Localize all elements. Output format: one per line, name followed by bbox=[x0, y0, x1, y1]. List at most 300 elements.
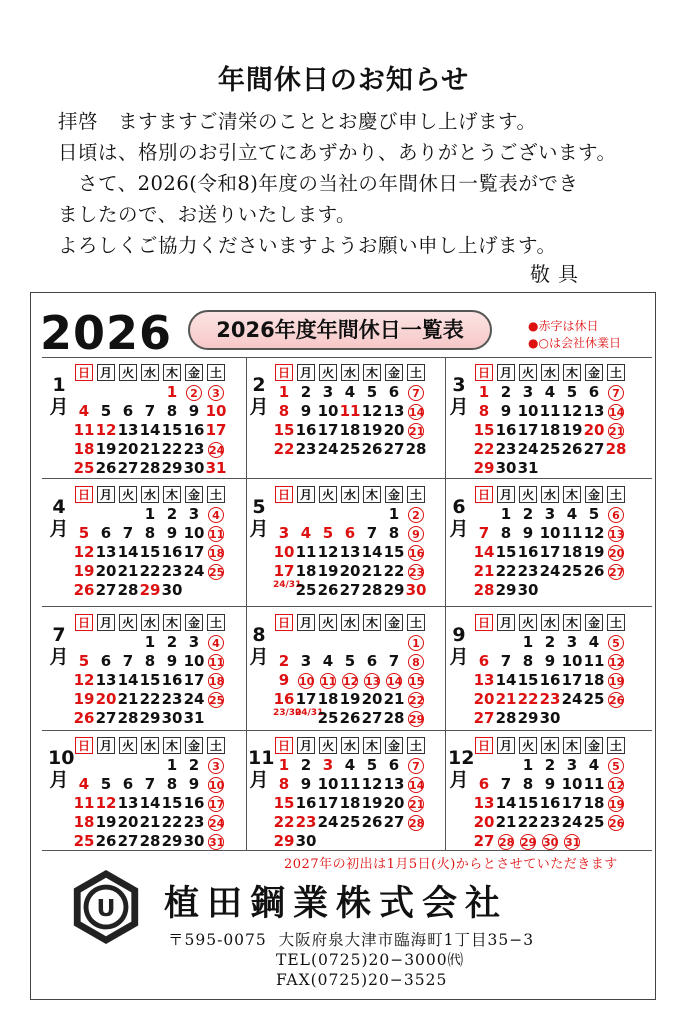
empty-day bbox=[583, 459, 605, 478]
day: 28 bbox=[117, 581, 139, 599]
month-grid bbox=[273, 737, 427, 851]
company-holiday-day: 14 bbox=[409, 406, 425, 419]
day: 9 bbox=[188, 402, 200, 420]
day: 13 bbox=[95, 543, 117, 561]
month-number: 11 bbox=[248, 747, 275, 769]
weekday-header: 火 bbox=[319, 737, 337, 754]
empty-day bbox=[183, 581, 205, 600]
month-grid bbox=[473, 614, 627, 728]
day: 25 bbox=[583, 690, 605, 708]
day: 19 bbox=[339, 690, 361, 708]
holiday-day: 12 bbox=[95, 794, 117, 812]
weekday-header: 土 bbox=[607, 737, 625, 754]
day: 6 bbox=[388, 756, 400, 774]
month-label bbox=[248, 496, 270, 540]
day: 19 bbox=[583, 543, 605, 561]
company-holiday-day: 24 bbox=[209, 444, 225, 457]
weekday-header: 水 bbox=[541, 364, 559, 381]
holiday-day: 10 bbox=[205, 402, 227, 420]
holiday-day: 19 bbox=[73, 690, 95, 708]
company-holiday-day: 2 bbox=[183, 383, 205, 402]
day: 2 bbox=[544, 756, 556, 774]
day: 15 bbox=[383, 543, 405, 561]
month-suffix: 月 bbox=[49, 518, 69, 540]
month-suffix: 月 bbox=[449, 396, 469, 418]
weekday-header: 火 bbox=[519, 364, 537, 381]
day: 29 bbox=[495, 581, 517, 599]
empty-day bbox=[117, 383, 139, 402]
month-6 bbox=[444, 486, 644, 606]
day: 13 bbox=[339, 543, 361, 561]
day: 14 bbox=[361, 543, 383, 561]
holiday-day: 28 bbox=[605, 440, 627, 458]
day: 8 bbox=[166, 402, 178, 420]
weekday-header: 水 bbox=[541, 737, 559, 754]
company-holiday-day: 26 bbox=[609, 817, 625, 830]
holiday-day: 22 bbox=[517, 690, 539, 708]
holiday-day: 15 bbox=[273, 794, 295, 812]
empty-day bbox=[205, 709, 227, 728]
day: 2 bbox=[300, 383, 312, 401]
fax: FAX(0725)20−3525 bbox=[276, 971, 448, 989]
day: 4 bbox=[322, 652, 334, 670]
month-11 bbox=[244, 737, 444, 857]
weekday-header: 日 bbox=[475, 364, 493, 381]
company-holiday-day: 12 bbox=[343, 675, 359, 688]
company-holiday-day: 10 bbox=[209, 779, 225, 792]
day: 8 bbox=[500, 524, 512, 542]
day: 21 bbox=[383, 690, 405, 708]
day: 10 bbox=[183, 524, 205, 542]
company-holiday-day: 1 bbox=[405, 633, 427, 652]
day: 13 bbox=[95, 671, 117, 689]
day: 4 bbox=[566, 505, 578, 523]
day: 20 bbox=[95, 562, 117, 580]
empty-day bbox=[473, 633, 495, 652]
month-8 bbox=[244, 614, 444, 734]
day: 1 bbox=[500, 505, 512, 523]
day: 17 bbox=[517, 421, 539, 439]
letter-line: よろしくご協力くださいますようお願い申し上げます。 bbox=[58, 234, 557, 257]
month-4 bbox=[44, 486, 244, 606]
day: 3 bbox=[188, 505, 200, 523]
month-grid bbox=[73, 486, 227, 600]
empty-day bbox=[583, 832, 605, 851]
day: 24 bbox=[317, 813, 339, 831]
holiday-day: 21 bbox=[495, 690, 517, 708]
empty-day bbox=[561, 459, 583, 478]
month-suffix: 月 bbox=[249, 646, 269, 668]
weekday-header: 火 bbox=[519, 486, 537, 503]
day: 26 bbox=[361, 813, 383, 831]
empty-day bbox=[605, 581, 627, 600]
day: 21 bbox=[361, 562, 383, 580]
company-holiday-day: 2 bbox=[405, 505, 427, 524]
month-suffix: 月 bbox=[49, 646, 69, 668]
weekday-header: 日 bbox=[275, 486, 293, 503]
weekday-header: 月 bbox=[497, 614, 515, 631]
month-9 bbox=[444, 614, 644, 734]
empty-day bbox=[139, 383, 161, 402]
day: 10 bbox=[317, 402, 339, 420]
holiday-day: 3 bbox=[278, 524, 290, 542]
day: 4 bbox=[588, 633, 600, 651]
day: 31 bbox=[183, 709, 205, 727]
day: 26 bbox=[317, 581, 339, 599]
day: 25 bbox=[295, 581, 317, 599]
day: 18 bbox=[561, 543, 583, 561]
day: 30 bbox=[161, 709, 183, 727]
month-label bbox=[48, 624, 70, 668]
company-holiday-day: 28 bbox=[499, 836, 515, 849]
holiday-day: 1 bbox=[478, 383, 490, 401]
holiday-day: 20 bbox=[473, 813, 495, 831]
empty-day bbox=[339, 633, 361, 652]
holiday-day: 22 bbox=[273, 813, 295, 831]
holiday-day: 29 bbox=[139, 581, 161, 599]
weekday-header: 月 bbox=[297, 614, 315, 631]
day: 29 bbox=[517, 709, 539, 727]
day: 12 bbox=[583, 524, 605, 542]
day: 19 bbox=[95, 813, 117, 831]
empty-day bbox=[361, 633, 383, 652]
day: 5 bbox=[366, 756, 378, 774]
day: 1 bbox=[522, 633, 534, 651]
day: 17 bbox=[183, 671, 205, 689]
holiday-day: 7 bbox=[478, 524, 490, 542]
day: 18 bbox=[295, 562, 317, 580]
weekday-header: 土 bbox=[207, 737, 225, 754]
empty-day bbox=[539, 459, 561, 478]
day: 20 bbox=[339, 562, 361, 580]
day: 22 bbox=[161, 813, 183, 831]
month-12 bbox=[444, 737, 644, 857]
weekday-header: 木 bbox=[563, 614, 581, 631]
holiday-day: 20 bbox=[473, 690, 495, 708]
weekday-header: 月 bbox=[97, 364, 115, 381]
weekday-header: 木 bbox=[163, 737, 181, 754]
company-holiday-day: 31 bbox=[209, 836, 225, 849]
holiday-day: 15 bbox=[473, 421, 495, 439]
merged-day: 24/31 bbox=[273, 580, 302, 590]
weekday-header: 金 bbox=[385, 364, 403, 381]
day: 19 bbox=[95, 440, 117, 458]
weekday-header: 木 bbox=[563, 364, 581, 381]
weekday-header: 月 bbox=[297, 364, 315, 381]
day: 27 bbox=[117, 832, 139, 850]
day: 29 bbox=[383, 581, 405, 599]
weekday-header: 日 bbox=[75, 614, 93, 631]
day: 27 bbox=[383, 813, 405, 831]
holiday-day: 22 bbox=[473, 440, 495, 458]
day: 16 bbox=[539, 794, 561, 812]
weekday-header: 水 bbox=[341, 737, 359, 754]
day: 17 bbox=[317, 421, 339, 439]
logo-letter: U bbox=[96, 893, 116, 922]
day: 31 bbox=[517, 459, 539, 477]
day: 11 bbox=[561, 524, 583, 542]
day: 2 bbox=[300, 756, 312, 774]
weekday-header: 月 bbox=[497, 364, 515, 381]
legend bbox=[528, 318, 621, 352]
weekday-header: 土 bbox=[407, 364, 425, 381]
weekday-header: 金 bbox=[185, 737, 203, 754]
holiday-day: 1 bbox=[166, 383, 178, 401]
holiday-day: 21 bbox=[473, 562, 495, 580]
weekday-header: 日 bbox=[275, 614, 293, 631]
postal-code: 〒595-0075 bbox=[168, 931, 267, 949]
holiday-day: 6 bbox=[344, 524, 356, 542]
day: 9 bbox=[544, 652, 556, 670]
holiday-day: 29 bbox=[273, 832, 295, 850]
tel: TEL(0725)20−3000㈹ bbox=[276, 951, 465, 969]
day: 2 bbox=[544, 633, 556, 651]
empty-day bbox=[405, 832, 427, 851]
day: 20 bbox=[117, 813, 139, 831]
day: 23 bbox=[161, 690, 183, 708]
day: 16 bbox=[183, 421, 205, 439]
company-holiday-day: 11 bbox=[209, 528, 225, 541]
holiday-day: 22 bbox=[273, 440, 295, 458]
empty-day bbox=[295, 505, 317, 524]
month-grid bbox=[273, 486, 427, 600]
day: 16 bbox=[539, 671, 561, 689]
weekday-header: 水 bbox=[141, 364, 159, 381]
day: 30 bbox=[539, 709, 561, 727]
page-title: 年間休日のお知らせ bbox=[217, 65, 470, 96]
empty-day bbox=[339, 505, 361, 524]
day: 14 bbox=[117, 543, 139, 561]
company-holiday-day: 13 bbox=[609, 528, 625, 541]
day: 23 bbox=[495, 440, 517, 458]
day: 11 bbox=[295, 543, 317, 561]
company-holiday-day: 21 bbox=[409, 425, 425, 438]
month-label bbox=[448, 374, 470, 418]
holiday-day: 28 bbox=[473, 581, 495, 599]
empty-day bbox=[539, 581, 561, 600]
weekday-header: 火 bbox=[519, 614, 537, 631]
month-suffix: 月 bbox=[449, 769, 469, 791]
day: 13 bbox=[383, 775, 405, 793]
day: 3 bbox=[522, 383, 534, 401]
day: 27 bbox=[361, 709, 383, 727]
weekday-header: 月 bbox=[97, 614, 115, 631]
weekday-header: 月 bbox=[497, 737, 515, 754]
weekday-header: 木 bbox=[363, 364, 381, 381]
day: 26 bbox=[339, 709, 361, 727]
company-holiday-day: 11 bbox=[321, 675, 337, 688]
month-suffix: 月 bbox=[249, 769, 269, 791]
day: 29 bbox=[161, 459, 183, 477]
day: 7 bbox=[500, 652, 512, 670]
month-label bbox=[48, 747, 75, 791]
company-holiday-day: 11 bbox=[209, 656, 225, 669]
divider bbox=[42, 606, 652, 607]
month-suffix: 月 bbox=[49, 769, 69, 791]
weekday-header: 土 bbox=[207, 614, 225, 631]
holiday-day: 15 bbox=[273, 421, 295, 439]
day: 3 bbox=[544, 505, 556, 523]
holiday-day: 11 bbox=[73, 794, 95, 812]
empty-day bbox=[361, 505, 383, 524]
day: 13 bbox=[117, 794, 139, 812]
day: 21 bbox=[495, 813, 517, 831]
month-10 bbox=[44, 737, 244, 857]
company-holiday-day: 5 bbox=[605, 756, 627, 775]
company-holiday-day: 12 bbox=[609, 779, 625, 792]
day: 8 bbox=[522, 652, 534, 670]
weekday-header: 土 bbox=[207, 364, 225, 381]
month-3 bbox=[444, 364, 644, 484]
address: 大阪府泉大津市臨海町1丁目35−3 bbox=[278, 931, 535, 949]
weekday-header: 日 bbox=[475, 614, 493, 631]
day: 12 bbox=[561, 402, 583, 420]
company-holiday-day: 23 bbox=[409, 566, 425, 579]
day: 21 bbox=[117, 562, 139, 580]
day: 18 bbox=[583, 671, 605, 689]
holiday-day: 11 bbox=[339, 402, 361, 420]
day: 22 bbox=[383, 562, 405, 580]
day: 28 bbox=[495, 709, 517, 727]
day: 24 bbox=[539, 562, 561, 580]
holiday-day: 31 bbox=[205, 459, 227, 477]
holiday-day: 26 bbox=[73, 581, 95, 599]
day: 7 bbox=[366, 524, 378, 542]
month-suffix: 月 bbox=[449, 646, 469, 668]
month-5 bbox=[244, 486, 444, 606]
company-holiday-day: 29 bbox=[521, 836, 537, 849]
weekday-header: 土 bbox=[207, 486, 225, 503]
holiday-day: 27 bbox=[473, 832, 495, 850]
day: 19 bbox=[361, 794, 383, 812]
company-holiday-day: 25 bbox=[209, 694, 225, 707]
day: 8 bbox=[166, 775, 178, 793]
month-grid bbox=[473, 737, 627, 851]
day: 14 bbox=[139, 794, 161, 812]
day: 12 bbox=[317, 543, 339, 561]
day: 2 bbox=[522, 505, 534, 523]
holiday-day: 25 bbox=[73, 459, 95, 477]
day: 25 bbox=[583, 813, 605, 831]
day: 25 bbox=[339, 813, 361, 831]
day: 14 bbox=[117, 671, 139, 689]
day: 17 bbox=[561, 671, 583, 689]
day: 6 bbox=[588, 383, 600, 401]
day: 5 bbox=[344, 652, 356, 670]
day: 26 bbox=[583, 562, 605, 580]
month-7 bbox=[44, 614, 244, 734]
weekday-header: 日 bbox=[475, 486, 493, 503]
weekday-header: 日 bbox=[275, 737, 293, 754]
holiday-day: 6 bbox=[478, 775, 490, 793]
day: 8 bbox=[522, 775, 534, 793]
day: 17 bbox=[317, 794, 339, 812]
company-holiday-day: 30 bbox=[543, 836, 559, 849]
month-suffix: 月 bbox=[449, 518, 469, 540]
legend-item: ●赤字は休日 bbox=[528, 319, 599, 333]
day: 23 bbox=[295, 440, 317, 458]
day: 23 bbox=[161, 562, 183, 580]
weekday-header: 日 bbox=[475, 737, 493, 754]
greeting-letter bbox=[58, 106, 658, 261]
holiday-day: 4 bbox=[78, 402, 90, 420]
month-label bbox=[48, 496, 70, 540]
month-grid bbox=[473, 486, 627, 600]
day: 9 bbox=[300, 402, 312, 420]
day: 1 bbox=[166, 756, 178, 774]
company-holiday-day: 7 bbox=[405, 383, 427, 402]
holiday-day: 1 bbox=[278, 756, 290, 774]
company-holiday-day: 13 bbox=[365, 675, 381, 688]
holiday-day: 19 bbox=[73, 562, 95, 580]
day: 16 bbox=[295, 421, 317, 439]
day: 20 bbox=[117, 440, 139, 458]
day: 21 bbox=[139, 813, 161, 831]
empty-day bbox=[383, 633, 405, 652]
day: 16 bbox=[295, 794, 317, 812]
day: 18 bbox=[539, 421, 561, 439]
day: 24 bbox=[561, 690, 583, 708]
month-1 bbox=[44, 364, 244, 484]
day: 5 bbox=[100, 402, 112, 420]
company-holiday-day: 19 bbox=[609, 675, 625, 688]
empty-day bbox=[317, 505, 339, 524]
month-number: 10 bbox=[48, 747, 75, 769]
weekday-header: 月 bbox=[97, 486, 115, 503]
company-holiday-day: 21 bbox=[409, 798, 425, 811]
weekday-header: 金 bbox=[385, 486, 403, 503]
day: 7 bbox=[388, 652, 400, 670]
holiday-day: 27 bbox=[473, 709, 495, 727]
holiday-day: 18 bbox=[73, 813, 95, 831]
empty-day bbox=[317, 633, 339, 652]
month-number: 4 bbox=[52, 496, 66, 518]
footnote: 2027年の初出は1月5日(火)からとさせていただきます bbox=[284, 857, 618, 872]
day: 15 bbox=[161, 794, 183, 812]
company-holiday-day: 21 bbox=[609, 425, 625, 438]
day: 6 bbox=[388, 383, 400, 401]
month-grid bbox=[73, 364, 227, 478]
holiday-day: 30 bbox=[405, 581, 427, 599]
day: 3 bbox=[322, 383, 334, 401]
day: 24 bbox=[561, 813, 583, 831]
holiday-day: 12 bbox=[73, 543, 95, 561]
weekday-header: 月 bbox=[297, 486, 315, 503]
weekday-header: 金 bbox=[185, 614, 203, 631]
company-holiday-day: 6 bbox=[605, 505, 627, 524]
weekday-header: 金 bbox=[185, 364, 203, 381]
weekday-header: 日 bbox=[75, 486, 93, 503]
day: 11 bbox=[583, 652, 605, 670]
empty-day bbox=[495, 756, 517, 775]
day: 25 bbox=[339, 440, 361, 458]
day: 4 bbox=[588, 756, 600, 774]
month-number: 6 bbox=[452, 496, 466, 518]
company-holiday-day: 10 bbox=[299, 675, 315, 688]
month-suffix: 月 bbox=[49, 396, 69, 418]
day: 9 bbox=[188, 775, 200, 793]
month-label bbox=[248, 747, 275, 791]
company-holiday-day: 25 bbox=[209, 566, 225, 579]
holiday-day: 26 bbox=[73, 709, 95, 727]
day: 28 bbox=[383, 709, 405, 727]
holiday-day: 12 bbox=[73, 671, 95, 689]
weekday-header: 木 bbox=[363, 737, 381, 754]
empty-day bbox=[95, 505, 117, 524]
company-holiday-day: 24 bbox=[209, 817, 225, 830]
day: 26 bbox=[95, 459, 117, 477]
day: 15 bbox=[139, 671, 161, 689]
